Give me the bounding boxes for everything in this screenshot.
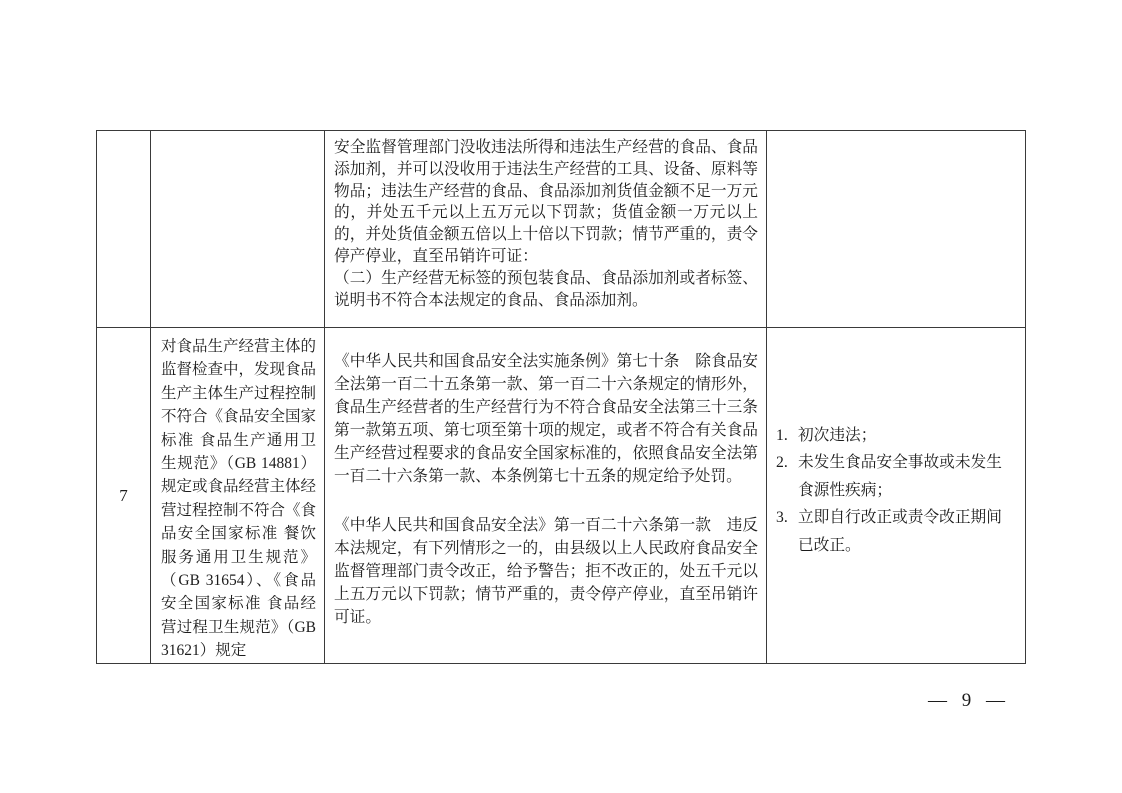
page-number: — 9 —: [928, 690, 1005, 711]
legal-paragraph: 《中华人民共和国食品安全法》第一百二十六条第一款 违反本法规定，有下列情形之一的，由县级以上人民政府食品安全监督管理部门责令改正，给予警告；拒不改正的，处五千元以上五万元以下罚款；情节严重的，责令停产停业，直至吊销许可证。: [334, 517, 758, 626]
condition-item: [776, 422, 1019, 450]
condition-number: 2.: [776, 454, 788, 472]
cell-seq-no-7: 7: [97, 328, 151, 663]
condition-number: 3.: [776, 509, 788, 527]
legal-paragraph: 《中华人民共和国食品安全法实施条例》第七十条 除食品安全法第一百二十五条第一款、第一百二十六条规定的情形外，食品生产经营者的生产经营行为不符合食品安全法第三十三条第一款第五项、第七项至第十项的规定，或者不符合有关食品生产经营过程要求的食品安全国家标准的，依照食品安全法第一百二十六条第一款、本条例第七十五条的规定给予处罚。: [334, 353, 758, 485]
condition-item: [776, 449, 1019, 504]
condition-text: 立即自行改正或责令改正期间已改正。: [798, 509, 1002, 554]
cell-conditions-continuation: [767, 131, 1025, 328]
condition-text: 初次违法；: [798, 426, 877, 444]
cell-inspection-item-7: 对食品生产经营主体的监督检查中，发现食品生产主体生产过程控制不符合《食品安全国家标准 食品生产通用卫生规范》（GB 14881）规定或食品经营主体经营过程控制不符合《食品安全国家标准 餐饮服务通用卫生规范》（GB 31654）、《食品安全国家标准 食品经营过程卫生规范》（GB 31621）规定: [151, 328, 325, 663]
cell-conditions-7: [767, 328, 1025, 663]
cell-legal-basis-continuation: [325, 131, 767, 328]
legal-paragraph: （二）生产经营无标签的预包装食品、食品添加剂或者标签、说明书不符合本法规定的食品、食品添加剂。: [334, 269, 758, 309]
legal-paragraph: 安全监督管理部门没收违法所得和违法生产经营的食品、食品添加剂，并可以没收用于违法生产经营的工具、设备、原料等物品；违法生产经营的食品、食品添加剂货值金额不足一万元的，并处五千元以上五万元以下罚款；货值金额一万元以上的，并处货值金额五倍以上十倍以下罚款；情节严重的，责令停产停业，直至吊销许可证：: [334, 139, 758, 265]
condition-text: 未发生食品安全事故或未发生食源性疾病；: [798, 454, 1002, 499]
regulation-table: [96, 130, 1026, 664]
condition-number: 1.: [776, 426, 788, 444]
cell-legal-basis-7: [325, 328, 767, 663]
cell-inspection-item-continuation: [151, 131, 325, 328]
cell-seq-no-continuation: [97, 131, 151, 328]
condition-item: [776, 504, 1019, 559]
